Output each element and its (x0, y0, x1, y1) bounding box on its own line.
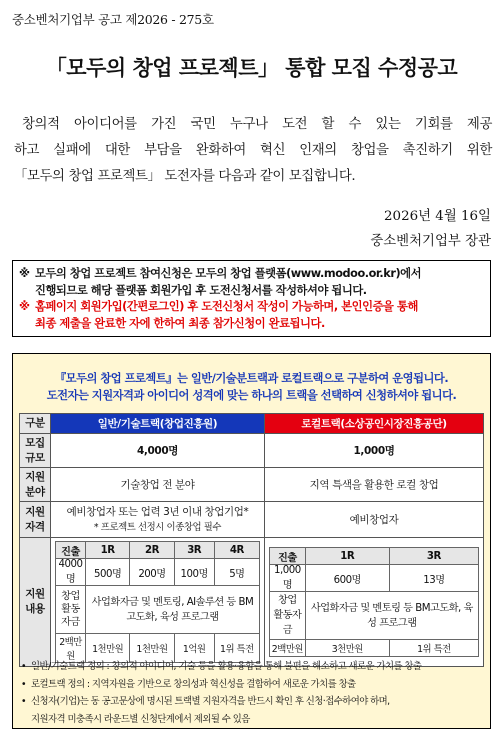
sub-header: 4R (214, 542, 259, 559)
support-general-table (55, 541, 260, 663)
row-header-qualification: 지원 자격 (20, 502, 51, 538)
field-local: 지역 특색을 활용한 로컬 창업 (265, 468, 484, 502)
sub-amount: 1천만원 (130, 634, 174, 663)
support-general (51, 538, 265, 667)
qualification-note: * 프로젝트 선정시 이종창업 필수 (93, 521, 222, 533)
sub-count: 600명 (305, 565, 389, 592)
sub-amount: 1위 특전 (214, 634, 259, 663)
row-header-support: 지원 내용 (20, 538, 51, 667)
sub-count: 5명 (214, 559, 259, 586)
sub-funding-desc: 사업화자금 및 멘토링 등 BM고도화, 육성 프로그램 (305, 592, 478, 640)
notice-line (19, 283, 484, 300)
notice-text: 홈페이지 회원가입(간편로그인) 후 도전신청서 작성이 가능하며, 본인인증을 통해 (35, 300, 418, 313)
track-local-header: 로컬트랙(소상공인시장진흥공단) (265, 414, 484, 434)
sub-header: 1R (85, 542, 129, 559)
field-general: 기술창업 전 분야 (51, 468, 265, 502)
intro-line: 창의적 아이디어를 가진 국민 누구나 도전 할 수 있는 기회를 제공 (22, 117, 492, 132)
recruit-local: 1,000명 (265, 434, 484, 468)
sub-header: 진출 (270, 548, 306, 565)
program-intro-line: 도전자는 지원자격과 아이디어 성격에 맞는 하나의 트랙을 선택하여 신청하셔야 됩니다. (46, 389, 457, 402)
bullet-icon: • (21, 661, 26, 672)
notice-line (19, 266, 484, 283)
sub-funding-label: 창업 활동 자금 (56, 586, 86, 634)
sub-count: 200명 (130, 559, 174, 586)
footnote (21, 693, 486, 711)
qualification-local: 예비창업자 (265, 502, 484, 538)
sub-header: 1R (305, 548, 389, 565)
program-table (19, 413, 484, 667)
intro-paragraph (14, 112, 492, 190)
reference-mark-icon: ※ (19, 300, 30, 313)
footnote (21, 676, 486, 694)
notice-text: 모두의 창업 프로젝트 참여신청은 모두의 창업 플랫폼(www.modoo.or.kr)에서 (35, 267, 422, 280)
footnote-text: 일반/기술트랙 정의 : 창의적 아이디어, 기술 등을 활용·융합을 통해 불편을 해소하고 새로운 가치를 창출 (31, 661, 422, 672)
page-title: 「모두의 창업 프로젝트」 통합 모집 수정공고 (45, 56, 458, 80)
sub-count: 1,000명 (270, 565, 306, 592)
sub-count: 4000명 (56, 559, 86, 586)
bullet-icon: • (21, 678, 26, 690)
notice-box (12, 260, 491, 337)
sub-count: 100명 (174, 559, 214, 586)
sub-count: 13명 (389, 565, 478, 592)
sub-amount: 3천만원 (305, 640, 389, 657)
qualification-general (51, 502, 265, 538)
footnote-text: 신청자(기업)는 동 공고문상에 명시된 트랙별 지원자격을 반드시 확인 후 신청·접수하여야 하며, (31, 696, 390, 707)
sub-header: 3R (389, 548, 478, 565)
footnote (21, 711, 486, 729)
row-header-field: 지원 분야 (20, 468, 51, 502)
qualification-text: 예비창업자 또는 업력 3년 이내 창업기업* (66, 505, 249, 518)
support-local (265, 538, 484, 667)
sub-header: 2R (130, 542, 174, 559)
sub-amount: 1천만원 (85, 634, 129, 663)
notice-text: 최종 제출을 완료한 자에 한하여 최종 참가신청이 완료됩니다. (35, 316, 325, 330)
sub-amount: 2백만원 (270, 640, 306, 657)
footnote-text: 로컬트랙 정의 : 지역자원을 기반으로 창의성과 혁신성을 결합하여 새로운 가치를 창출 (31, 678, 356, 690)
footnote-text: 지원자격 미충족시 라운드별 신청단계에서 제외될 수 있음 (31, 713, 250, 725)
row-header-recruit: 모집 규모 (20, 434, 51, 468)
program-box (12, 353, 491, 729)
sub-amount: 1억원 (174, 634, 214, 663)
notice-number: 중소벤처기업부 공고 제2026 - 275호 (12, 12, 214, 27)
sub-header: 진출 (56, 542, 86, 559)
recruit-general: 4,000명 (51, 434, 265, 468)
col-header: 구분 (20, 414, 51, 434)
sub-header: 3R (174, 542, 214, 559)
bullet-icon: • (21, 696, 26, 707)
issuer: 중소벤처기업부 장관 (370, 234, 491, 249)
support-local-table (269, 547, 479, 657)
program-intro-line: 『모두의 창업 프로젝트』는 일반/기술분트랙과 로컬트랙으로 구분하여 운영됩니다. (54, 372, 449, 385)
reference-mark-icon: ※ (19, 267, 30, 280)
sub-funding-desc: 사업화자금 및 멘토링, AI솔루션 등 BM고도화, 육성 프로그램 (85, 586, 259, 634)
notice-text: 진행되므로 해당 플랫폼 회원가입 후 도전신청서를 작성하셔야 됩니다. (35, 283, 367, 297)
footnote (21, 658, 486, 676)
sub-funding-label: 창업 활동자금 (270, 592, 306, 640)
notice-date: 2026년 4월 16일 (384, 209, 491, 224)
notice-line-warning (19, 316, 484, 333)
footnotes (21, 658, 486, 728)
intro-line: 「모두의 창업 프로젝트」 도전자를 다음과 같이 모집합니다. (14, 169, 356, 184)
notice-line-warning (19, 299, 484, 316)
sub-amount: 2백만원 (56, 634, 86, 663)
track-general-header: 일반/기술트랙(창업진흥원) (51, 414, 265, 434)
sub-amount: 1위 특전 (389, 640, 478, 657)
sub-count: 500명 (85, 559, 129, 586)
intro-line: 하고 실패에 대한 부담을 완화하여 혁신 인재의 창업을 촉진하기 위한 (14, 143, 492, 158)
